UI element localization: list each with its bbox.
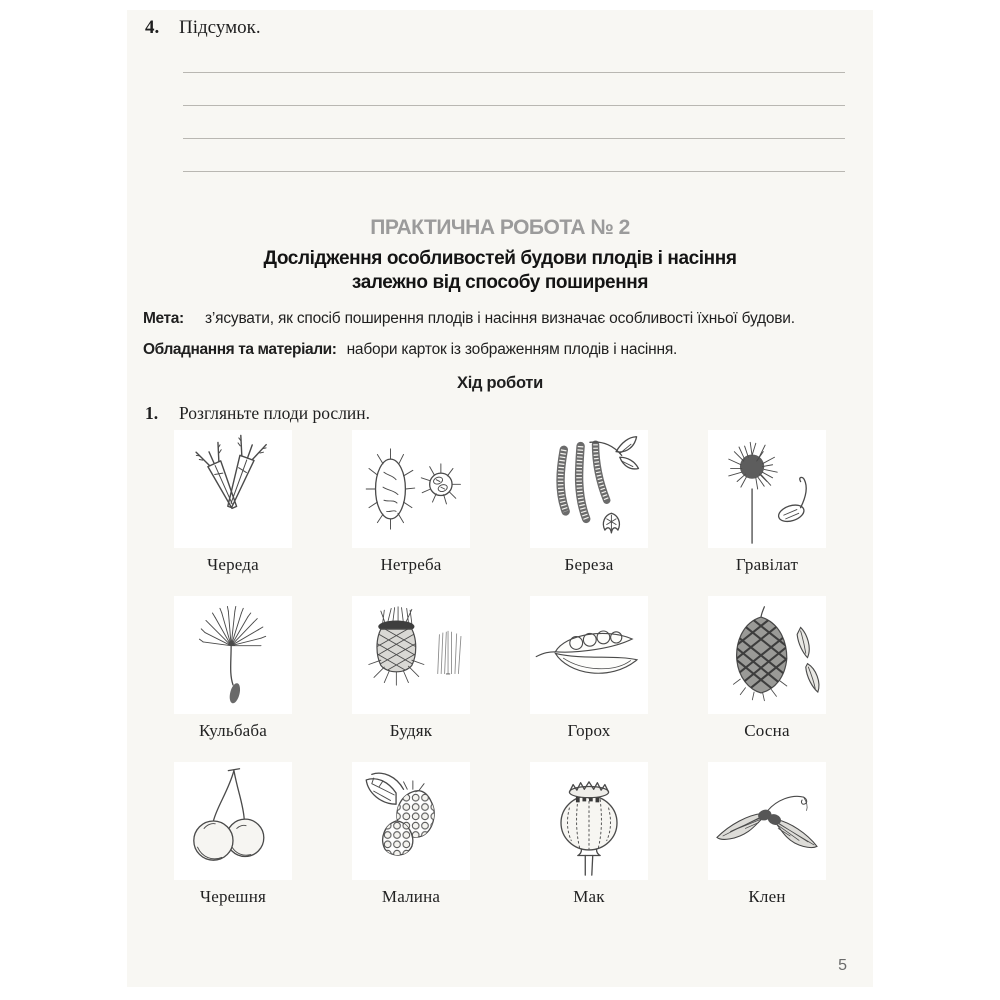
equipment-section [127, 339, 873, 360]
task-label: Підсумок. [179, 17, 261, 38]
plant-image-box [530, 430, 648, 548]
poppy-capsule-icon [533, 765, 645, 877]
plant-label: Сосна [744, 721, 790, 740]
plant-card [505, 762, 673, 907]
plant-image-box [708, 762, 826, 880]
answer-lines [183, 40, 845, 172]
goal-section [127, 308, 873, 329]
plant-card [327, 762, 495, 907]
pine-cone-icon [711, 599, 823, 711]
plant-image-box [530, 596, 648, 714]
plant-image-box [174, 762, 292, 880]
plant-card [149, 762, 317, 907]
page-number: 5 [838, 957, 847, 974]
maple-samara-icon [711, 765, 823, 877]
plant-image-box [352, 430, 470, 548]
task-number: 4. [145, 17, 160, 38]
dandelion-seed-icon [177, 599, 289, 711]
plant-image-box [174, 430, 292, 548]
raspberry-icon [355, 765, 467, 877]
plant-label: Черешня [199, 887, 267, 906]
plant-label: Нетреба [380, 555, 442, 574]
practical-work-title [127, 247, 873, 295]
plant-image-box [352, 762, 470, 880]
thistle-head-icon [355, 599, 467, 711]
plant-card [683, 762, 851, 907]
plant-label: Будяк [389, 721, 433, 740]
title-line-1: Дослідження особливостей будови плодів і насіння [263, 248, 737, 269]
equipment-label: Обладнання та матеріали: [143, 341, 337, 358]
plant-label: Малина [381, 887, 441, 906]
workbook-page [127, 10, 873, 987]
plant-label: Кульбаба [198, 721, 268, 740]
plant-card [149, 596, 317, 741]
plant-label: Череда [207, 555, 259, 574]
step-1-text: Розгляньте плоди рослин. [179, 403, 371, 423]
plant-label: Клен [748, 887, 786, 906]
title-line-2: залежно від способу поширення [351, 272, 649, 293]
cherries-icon [177, 765, 289, 877]
answer-line [183, 106, 845, 139]
plant-image-box [174, 596, 292, 714]
plant-card [505, 596, 673, 741]
bur-marigold-seeds-icon [177, 433, 289, 545]
plant-card [683, 596, 851, 741]
plant-card [327, 596, 495, 741]
pea-pod-icon [533, 599, 645, 711]
plant-card [149, 430, 317, 575]
answer-line [183, 139, 845, 172]
plant-label: Горох [567, 721, 611, 740]
plant-label: Береза [564, 555, 614, 574]
cocklebur-icon [355, 433, 467, 545]
plant-image-box [708, 596, 826, 714]
plant-image-box [505, 430, 673, 575]
goal-label: Мета: [143, 310, 184, 327]
birch-catkins-icon [533, 433, 645, 545]
plant-image-box [708, 430, 826, 548]
avens-seed-head-icon [711, 433, 823, 545]
summary-section [127, 10, 873, 38]
answer-line [183, 73, 845, 106]
goal-text: з’ясувати, як спосіб поширення плодів і насіння визначає особливості їхньої будови. [205, 310, 795, 327]
plant-grid [149, 430, 851, 928]
plant-label: Мак [573, 887, 605, 906]
step-1-number: 1. [145, 403, 159, 423]
plant-card [683, 430, 851, 575]
plant-image-box [530, 762, 648, 880]
plant-image-box [352, 596, 470, 714]
step-1 [127, 402, 873, 424]
plant-label: Гравілат [735, 555, 799, 574]
equipment-text: набори карток із зображенням плодів і насіння. [346, 341, 678, 358]
practical-work-heading: ПРАКТИЧНА РОБОТА № 2 [370, 216, 630, 239]
answer-line [183, 40, 845, 73]
procedure-heading: Хід роботи [457, 374, 543, 392]
plant-card [327, 430, 495, 575]
